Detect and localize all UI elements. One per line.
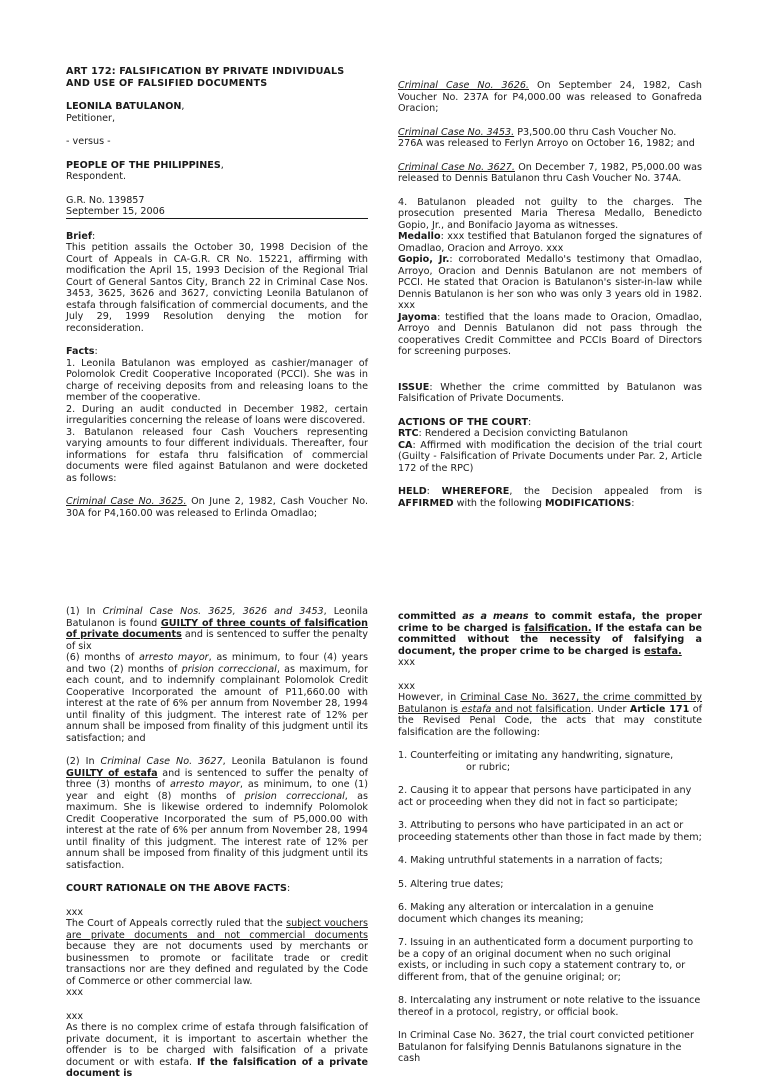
respondent-line: PEOPLE OF THE PHILIPPINES, xyxy=(66,159,224,171)
respondent-name: PEOPLE OF THE PHILIPPINES xyxy=(66,159,221,171)
petitioner-name: LEONILA BATULANON xyxy=(66,101,182,112)
column-bottom-right xyxy=(398,611,702,1065)
ellipsis-marker: xxx xyxy=(398,657,416,668)
case-3626: Criminal Case No. 3626. On September 24, 1982, Cash Voucher No. 237A for P4,000.00 was released to Gonafreda Oracion; xyxy=(398,80,702,114)
issue: ISSUE: Whether the crime committed by Batulanon was Falsification of Private Documents. xyxy=(398,381,702,404)
held: HELD: WHEREFORE, the Decision appealed from is AFFIRMED with the following MODIFICATIONS: xyxy=(398,486,702,509)
fact-3: 3. Batulanon released four Cash Vouchers representing varying amounts to four different individuals. Thereafter, four informations for estafa thru falsification of commercial documents were filed against Batulanon and were docketed as follows: xyxy=(66,426,368,484)
closing-paragraph: In Criminal Case No. 3627, the trial court convicted petitioner Batulanon for falsifying Dennis Batulanons signature in the cash xyxy=(398,1030,695,1064)
list-item: 5. Altering true dates; xyxy=(398,878,504,890)
list-item: 8. Intercalating any instrument or note relative to the issuance thereof in a protocol, registry, or official book. xyxy=(398,995,701,1018)
ellipsis-marker: xxx xyxy=(398,680,416,692)
list-item-cont: or rubric; xyxy=(466,761,511,773)
petitioner-line: LEONILA BATULANON, xyxy=(66,101,185,112)
list-item: 6. Making any alteration or intercalation in a genuine document which changes its meaning; xyxy=(398,902,654,925)
facts-heading: Facts: xyxy=(66,346,98,357)
rationale-complex-crime: As there is no complex crime of estafa through falsification of private document, it is important to ascertain whether the offender is to be charged with falsification of a private document or with estafa. If the falsification of a private document is xyxy=(66,1022,368,1079)
rtc-action: RTC: Rendered a Decision convicting Batulanon xyxy=(398,428,629,439)
ca-action: CA: Affirmed with modification the decision of the trial court (Guilty - Falsification of Private Documents under Par. 2, Article 172 of the RPC) xyxy=(398,439,702,474)
versus: - versus - xyxy=(66,136,111,147)
case-3625: Criminal Case No. 3625. On June 2, 1982, Cash Voucher No. 30A for P4,160.00 was released to Erlinda Omadlao; xyxy=(66,496,368,519)
ellipsis-marker: xxx xyxy=(66,1010,84,1022)
gr-number: G.R. No. 139857 xyxy=(66,194,145,206)
however-paragraph: However, in Criminal Case No. 3627, the crime committed by Batulanon is estafa and not falsification. Under Article 171 of the Revised Penal Code, the acts that may constitute falsification are the following: xyxy=(398,692,702,738)
ellipsis-marker: xxx xyxy=(66,987,84,998)
ruling-2: (2) In Criminal Case No. 3627, Leonila Batulanon is found GUILTY of estafa and is sentenced to suffer the penalty of three (3) months of arresto mayor, as minimum, to one (1) year and eight (8) months of prision correccional, as maximum. She is likewise ordered to indemnify Polomolok Credit Cooperative Incorporated the sum of P5,000.00 with interest at the rate of 6% per annum from November 28, 1994 until finality of this judgment. The interest rate of 12% per annum shall be imposed from finality of this judgment until its satisfaction. xyxy=(66,756,368,871)
medallo-testimony: Medallo: xxx testified that Batulanon forged the signatures of Omadlao, Oracion and Arroyo. xxx xyxy=(398,231,702,254)
brief-heading: Brief: xyxy=(66,230,96,242)
jayoma-testimony: Jayoma: testified that the loans made to Oracion, Omadlao, Arroyo and Dennis Batulanon did not pass through the cooperatives Credit Committee and PCCIs Board of Directors for screening purposes. xyxy=(398,311,702,357)
column-top-right xyxy=(398,80,702,509)
list-item: 4. Making untruthful statements in a narration of facts; xyxy=(398,855,663,866)
list-item: 7. Issuing in an authenticated form a document purporting to be a copy of an original document when no such original exists, or including in such copy a statement contrary to, or different from, that of the genuine original; or; xyxy=(398,937,694,983)
list-item: 2. Causing it to appear that persons have participated in any act or proceeding when they did not in fact so participate; xyxy=(398,785,692,808)
column-bottom-left xyxy=(66,606,368,1080)
gopio-testimony: Gopio, Jr.: corroborated Medallo's testimony that Omadlao, Arroyo, Oracion and Dennis Batulanon are not members of PCCI. He stated that Oracion is Batulanon's sister-in-law while Dennis Batulanon is her son who was only 3 years old in 1982. xxx xyxy=(398,254,702,311)
column-top-left xyxy=(66,66,368,519)
case-3627: Criminal Case No. 3627. On December 7, 1982, P5,000.00 was released to Dennis Batulanon thru Cash Voucher No. 374A. xyxy=(398,161,703,184)
ellipsis-marker: xxx xyxy=(66,906,84,918)
actions-heading: ACTIONS OF THE COURT: xyxy=(398,416,532,428)
fact-2: 2. During an audit conducted in December 1982, certain irregularities concerning the release of loans were discovered. xyxy=(66,403,368,426)
rationale-continued: committed as a means to commit estafa, the proper crime to be charged is falsification. If the estafa can be committed without the necessity of falsifying a document, the proper crime to be charged is estafa. xyxy=(398,611,702,657)
list-item: 1. Counterfeiting or imitating any handwriting, signature, xyxy=(398,750,674,761)
decision-date: September 15, 2006 xyxy=(66,206,368,219)
case-3453: Criminal Case No. 3453. P3,500.00 thru Cash Voucher No. xyxy=(398,126,677,138)
ruling-1: (1) In Criminal Case Nos. 3625, 3626 and 3453, Leonila Batulanon is found GUILTY of three counts of falsification of private documents and is sentenced to suffer the penalty of six xyxy=(66,606,368,652)
fact-4: 4. Batulanon pleaded not guilty to the charges. The prosecution presented Maria Theresa Medallo, Benedicto Gopio, Jr., and Bonifacio Jayoma as witnesses. xyxy=(398,196,702,231)
case-3453-cont: 276A was released to Ferlyn Arroyo on October 16, 1982; and xyxy=(398,138,695,149)
petitioner-role: Petitioner, xyxy=(66,112,116,124)
brief-text: This petition assails the October 30, 1998 Decision of the Court of Appeals in CA-G.R. CR No. 15221, affirming with modification the April 15, 1993 Decision of the Regional Trial Court of General Santos City, Branch 22 in Criminal Case Nos. 3453, 3625, 3626 and 3627, convicting Leonila Batulanon of estafa through falsification of commercial documents, and the July 29, 1999 Resolution denying the motion for reconsideration. xyxy=(66,242,368,334)
ruling-1-penalty: (6) months of arresto mayor, as minimum, to four (4) years and two (2) months of prision correccional, as maximum, for each count, and to indemnify complainant Polomolok Credit Cooperative Incorporated the amount of P11,660.00 with interest at the rate of 6% per annum from November 28, 1994 until finality of this judgment. The interest rate of 12% per annum shall be imposed from finality of this judgment until its satisfaction; and xyxy=(66,652,368,744)
list-item: 3. Attributing to persons who have participated in an act or proceeding statements other than those in fact made by them; xyxy=(398,820,702,843)
rationale-heading: COURT RATIONALE ON THE ABOVE FACTS: xyxy=(66,883,291,894)
fact-1: 1. Leonila Batulanon was employed as cashier/manager of Polomolok Credit Cooperative Incoporated (PCCI). She was in charge of receiving deposits from and releasing loans to the member of the cooperative. xyxy=(66,357,368,403)
respondent-role: Respondent. xyxy=(66,171,127,182)
article-title: ART 172: FALSIFICATION BY PRIVATE INDIVIDUALS AND USE OF FALSIFIED DOCUMENTS xyxy=(66,66,345,89)
rationale-vouchers: The Court of Appeals correctly ruled that the subject vouchers are private documents and not commercial documents because they are not documents used by merchants or businessmen to promote or facilitate trade or credit transactions nor are they defined and regulated by the Code of Commerce or other commercial law. xyxy=(66,918,369,987)
